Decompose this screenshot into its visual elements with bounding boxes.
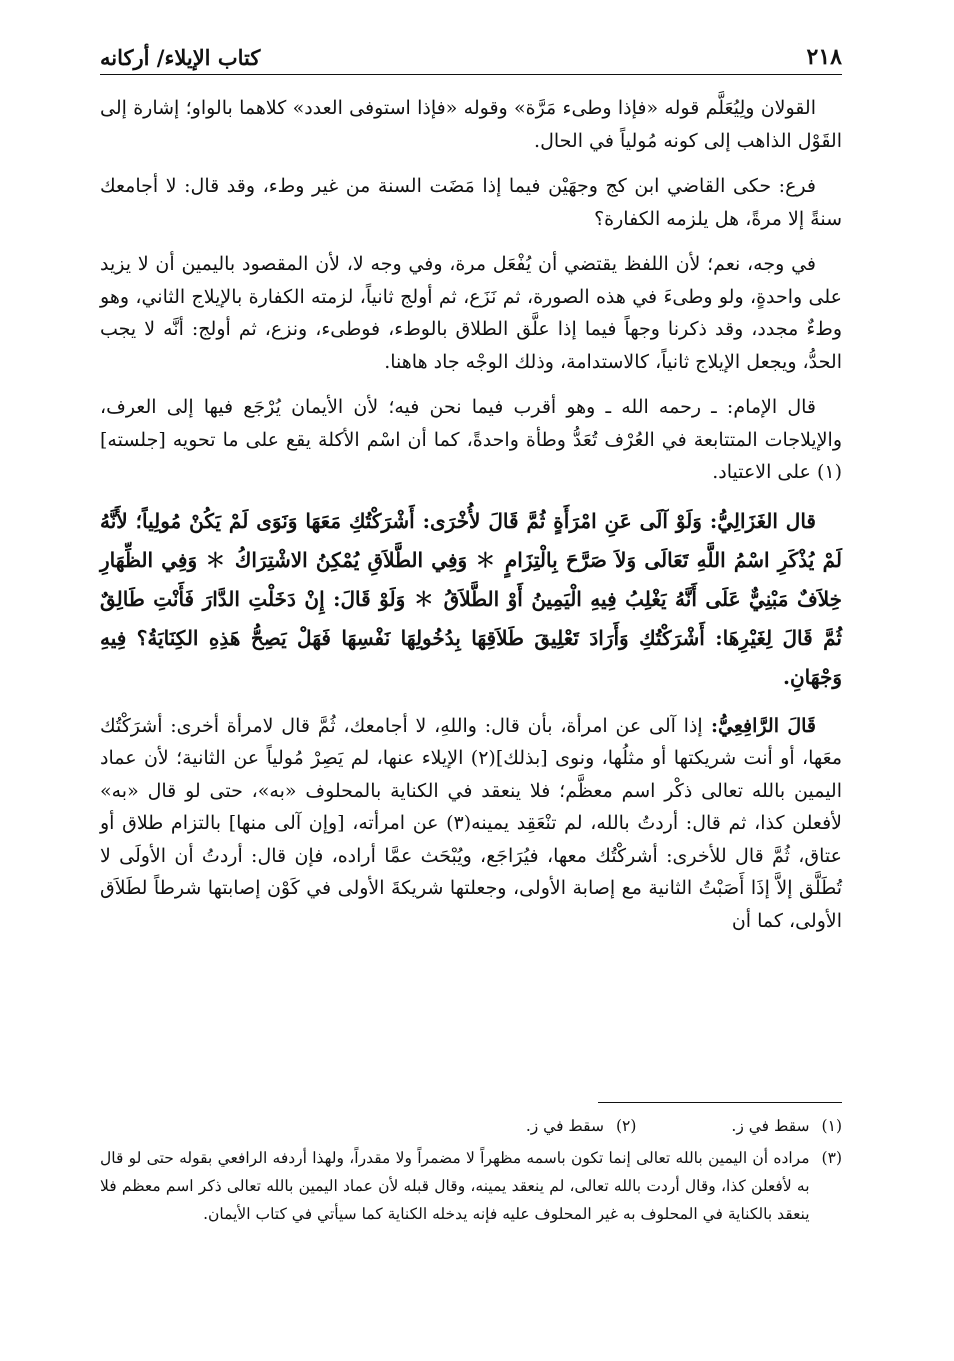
footnote-rule [598,1102,842,1103]
footnote-2 [526,1112,637,1140]
footnotes [100,1112,842,1228]
footnote-row [100,1112,842,1140]
paragraph [100,391,842,489]
paragraph-text: إذا آلى عن امرأة، بأن قال: واللهِ، لا أجامعك، ثُمَّ قال لامرأة أخرى: أشرَكْتُك معَها، أو أنت شريكتها أو مثلُها، ونوى [بذلك](٢) الإيلاء عنها، لم يَصِرْ مُولياً عن الثانية؛ لأن عماد اليمين بالله تعالى ذكْر اسم معظَّم؛ فلا ينعقد في الكناية بالمحلوف «به»، حتى لو قال «به» لأفعلن كذا، ثم قال: أردتُ بالله، لم تنْعَقِد يمينه(٣) عن امرأته، [وإن آلى منها] بالتزام طلاق أو عتاق، ثُمَّ قال للأخرى: أشركْتُك معها، فيُرَاجَع، ويُبْحَث عمَّا أراده، فإن قال: أردتُ أن الأولَى لا تُطَلَّق إلاَّ إذَا أَصَبْتُ الثانية مع إصابة الأولى، وجعلتها شريكةَ الأولى في كَوْن إصابتها شرطاً لطَلاَق الأولى، كما أن [100,714,842,932]
paragraph-text: وَلَوْ آلَى عَنِ امْرَأَةٍ ثُمَّ قَالَ لأُخْرَى: أَشْرَكْتُكِ مَعَهَا وَنَوَى لَمْ يَكُنْ مُولِياً؛ لأَنَّهُ لَمْ يُذْكَرِ اسْمُ اللَّهِ تَعَالَى وَلاَ صَرَّحَ بِالْتِزَامٍ ＊ وَفِي الطَّلاَقِ يُمْكِنُ الاشْتِرَاكُ ＊ وَفِي الظِّهَارِ خِلاَفٌ مَبْنِيٌّ عَلَى أَنَّهُ يَغْلِبُ فِيهِ الْيَمِينُ أَوْ الطَّلاَقُ ＊ وَلَوْ قَالَ: إِنْ دَخَلْتِ الدَّارَ فَأَنْتِ طَالِقٌ ثُمَّ قَالَ لِغَيْرِهَا: أَشْرَكْتُكِ وَأَرَادَ تَعْلِيقَ طَلاَقِهَا بِدُخُولِهَا نَفْسِهَا فَهَلْ يَصِحُّ هَذِهِ الكِنَايَةُ؟ فِيهِ وَجْهَانِ. [100,508,842,689]
paragraph-text: فرع: حكى القاضي ابن كج وجهَيْن فيما إذا مَضَت السنة من غير وطء، وقد قال: لا أجامعك سنةً إلا مرةً، هل يلزمه الكفارة؟ [100,175,842,230]
paragraph-text: قال الإمام: ـ رحمه الله ـ وهو أقرب فيما نحن فيه؛ لأن الأيمان يُرْجَع فيها إلى العرف، والإيلاجات المتتابعة في العُرْف تُعَدُّ وطأة واحدةً، كما أن اسْم الأكلة يقع على ما تحويه [جلسته](١) على الاعتياد. [100,396,842,483]
running-title: كتاب الإيلاء/ أركانه [100,45,261,70]
quoted-matn-paragraph [100,502,842,697]
footnote-number: (١) [821,1117,842,1135]
page-number: ٢١٨ [806,44,842,70]
paragraph-lead: قال الغَزَالِيُّ: [701,508,816,533]
paragraph [100,710,842,938]
footnote-text: مراده أن اليمين بالله تعالى إنما تكون باسمه مظهراً لا مضمراً ولا مقدراً، ولهذا أردفه الرافعي بقوله حتى لو قال به لأفعلن كذا، وقال أردت بالله تعالى، لم ينعقد يمينه، وقال قبله لأن عماد اليمين بالله تعالى ذكر اسم معظم فلا ينعقد بالكناية في المحلوف به غير المحلوف عليه فإنه يدخله الكناية كما سيأتي في كتاب الأيمان. [100,1149,810,1223]
footnote-text: سقط في ز. [525,1117,604,1135]
paragraph-text: في وجه، نعم؛ لأن اللفظ يقتضي أن يُفْعَل مرة، وفي وجه لا، لأن المقصود باليمين أن لا يزيد على واحدةٍ، ولو وطىءَ في هذه الصورة، ثم نَزَع، ثم أولج ثانياً، لزمته الكفارة بالإيلاج الثاني، وهو وطءٌ مجدد، وقد ذكرنا وجهاً فيما إذا علَّق الطلاق بالوطء، فوطىء، ونزع، ثم أولج: أنَّه لا يجب الحدُّ، ويجعل الإيلاج ثانياً، كالاستدامة، وذلك الوجْه جاد هاهنا. [100,253,842,373]
header-rule [100,74,842,75]
paragraph [100,248,842,378]
footnote-1 [731,1112,842,1140]
running-header [100,30,842,70]
footnote-3 [100,1144,842,1228]
main-text [100,92,842,950]
footnote-text: سقط في ز. [731,1117,810,1135]
paragraph-lead: قَالَ الرَّافِعِيُّ: [702,714,816,737]
paragraph-text: القولان ولِيُعَلَّم قوله «فإذا وطىء مَرَّة» وقوله «فإذا استوفى العدد» كلاهما بالواو؛ إشارة إلى القَوْل الذاهب إلى كونه مُولياً في الحال. [100,97,842,152]
footnote-number: (٣) [821,1149,842,1167]
paragraph [100,170,842,235]
paragraph [100,92,842,157]
footnote-number: (٢) [615,1117,637,1135]
